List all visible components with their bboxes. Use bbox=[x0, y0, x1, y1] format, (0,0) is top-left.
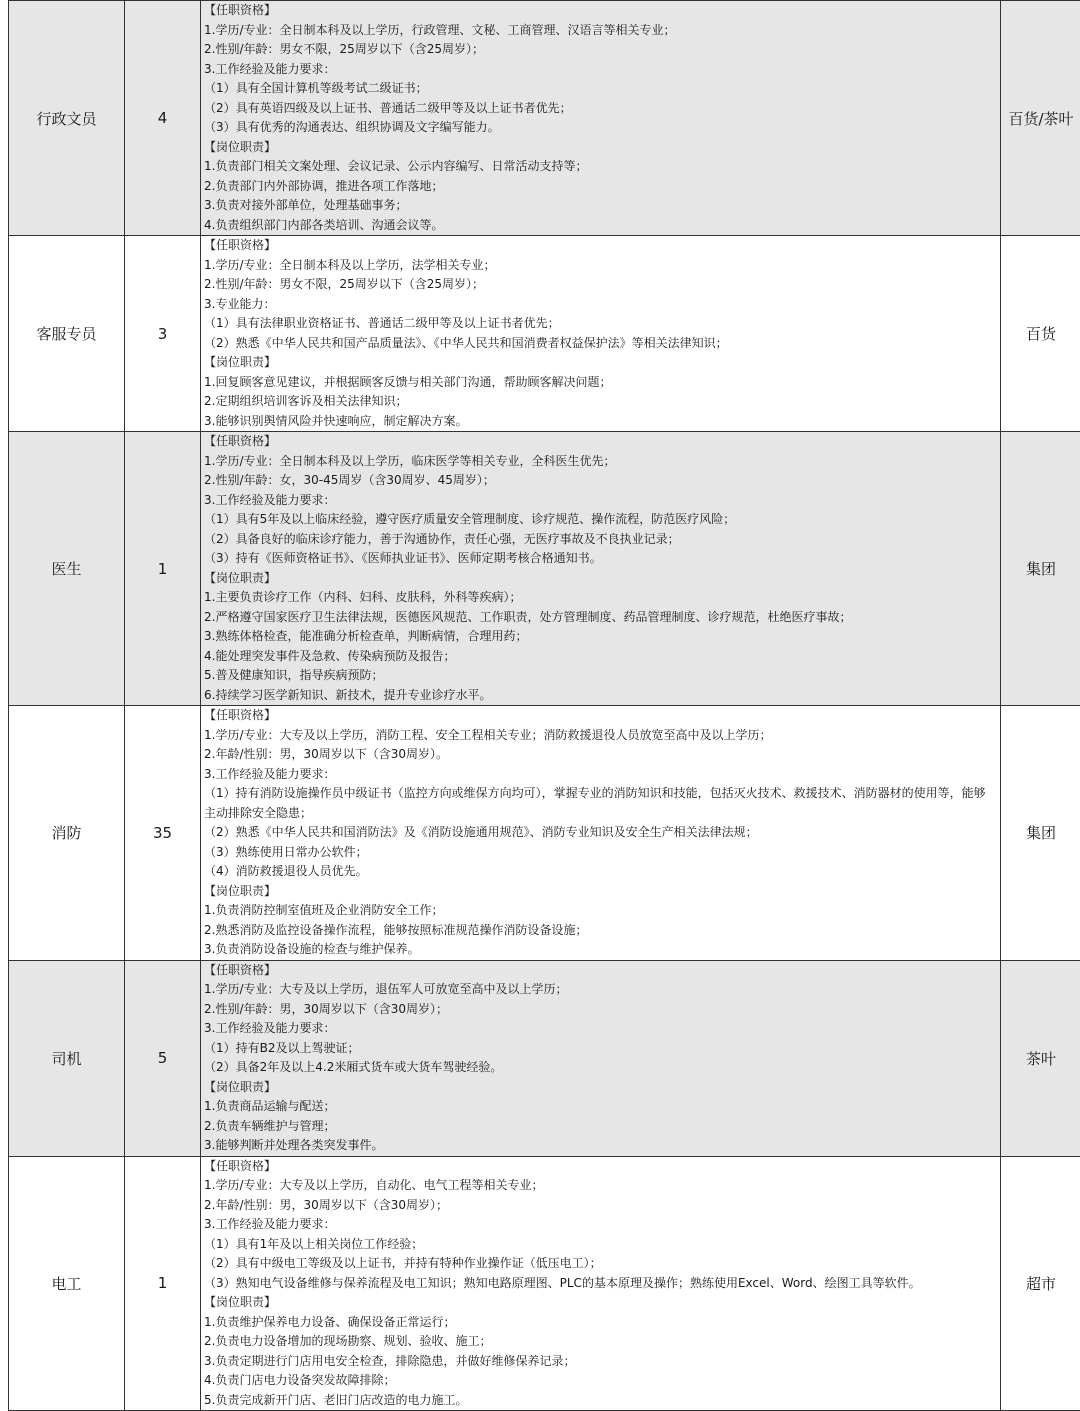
job-headcount: 1 bbox=[125, 432, 201, 706]
job-headcount: 1 bbox=[125, 1156, 201, 1411]
job-row bbox=[9, 1156, 1080, 1411]
job-headcount: 35 bbox=[125, 706, 201, 961]
description-line: 6.持续学习医学新知识、新技术，提升专业诊疗水平。 bbox=[204, 686, 996, 706]
description-line: 1.主要负责诊疗工作（内科、妇科、皮肤科，外科等疾病）； bbox=[204, 588, 996, 608]
description-line: 【岗位职责】 bbox=[204, 353, 996, 373]
job-headcount: 5 bbox=[125, 960, 201, 1156]
job-description bbox=[201, 236, 1001, 432]
job-description bbox=[201, 960, 1001, 1156]
description-line: （2）具备2年及以上4.2米厢式货车或大货车驾驶经验。 bbox=[204, 1058, 996, 1078]
description-line: （3）具有优秀的沟通表达、组织协调及文字编写能力。 bbox=[204, 118, 996, 138]
description-line: 4.负责组织部门内部各类培训、沟通会议等。 bbox=[204, 216, 996, 236]
description-line: 2.性别/年龄：女，30-45周岁（含30周岁、45周岁）； bbox=[204, 471, 996, 491]
job-table-body bbox=[9, 1, 1080, 1411]
description-line: （2）熟悉《中华人民共和国消防法》及《消防设施通用规范》、消防专业知识及安全生产相关法律法规； bbox=[204, 823, 996, 843]
job-position: 电工 bbox=[9, 1156, 125, 1411]
job-business-unit: 集团 bbox=[1001, 706, 1080, 961]
description-line: （1）具有1年及以上相关岗位工作经验； bbox=[204, 1235, 996, 1255]
description-line: 【岗位职责】 bbox=[204, 1293, 996, 1313]
job-business-unit: 茶叶 bbox=[1001, 960, 1080, 1156]
description-line: 3.负责消防设备设施的检查与维护保养。 bbox=[204, 940, 996, 960]
description-line: 1.学历/专业：全日制本科及以上学历，法学相关专业； bbox=[204, 256, 996, 276]
job-row bbox=[9, 706, 1080, 961]
job-row bbox=[9, 1, 1080, 236]
description-line: 3.负责定期进行门店用电安全检查，排除隐患，并做好维修保养记录； bbox=[204, 1352, 996, 1372]
description-line: 【岗位职责】 bbox=[204, 1078, 996, 1098]
description-line: 3.能够判断并处理各类突发事件。 bbox=[204, 1136, 996, 1156]
job-row bbox=[9, 960, 1080, 1156]
description-line: 2.严格遵守国家医疗卫生法律法规，医德医风规范、工作职责，处方管理制度、药品管理制度、诊疗规范，杜绝医疗事故； bbox=[204, 608, 996, 628]
job-row bbox=[9, 236, 1080, 432]
job-description bbox=[201, 706, 1001, 961]
description-line: 2.负责车辆维护与管理； bbox=[204, 1117, 996, 1137]
job-table bbox=[8, 0, 1080, 1411]
description-line: 5.普及健康知识，指导疾病预防； bbox=[204, 666, 996, 686]
description-line: （1）具有法律职业资格证书、普通话二级甲等及以上证书者优先； bbox=[204, 314, 996, 334]
description-line: 1.学历/专业：全日制本科及以上学历，临床医学等相关专业，全科医生优先； bbox=[204, 452, 996, 472]
description-line: （2）具备良好的临床诊疗能力，善于沟通协作，责任心强，无医疗事故及不良执业记录； bbox=[204, 530, 996, 550]
description-line: 2.负责电力设备增加的现场勘察、规划、验收、施工； bbox=[204, 1332, 996, 1352]
description-line: 1.负责消防控制室值班及企业消防安全工作； bbox=[204, 901, 996, 921]
job-position: 消防 bbox=[9, 706, 125, 961]
description-line: 1.学历/专业：大专及以上学历，退伍军人可放宽至高中及以上学历； bbox=[204, 980, 996, 1000]
description-line: 4.负责门店电力设备突发故障排除； bbox=[204, 1371, 996, 1391]
description-line: 1.负责部门相关文案处理、会议记录、公示内容编写、日常活动支持等； bbox=[204, 157, 996, 177]
description-line: 2.熟悉消防及监控设备操作流程，能够按照标准规范操作消防设备设施； bbox=[204, 921, 996, 941]
job-description bbox=[201, 432, 1001, 706]
description-line: 【岗位职责】 bbox=[204, 882, 996, 902]
description-line: 【任职资格】 bbox=[204, 1, 996, 21]
job-position: 客服专员 bbox=[9, 236, 125, 432]
description-line: 3.工作经验及能力要求： bbox=[204, 765, 996, 785]
job-headcount: 4 bbox=[125, 1, 201, 236]
description-line: 2.负责部门内外部协调，推进各项工作落地； bbox=[204, 177, 996, 197]
description-line: 【任职资格】 bbox=[204, 706, 996, 726]
description-line: （1）具有5年及以上临床经验，遵守医疗质量安全管理制度、诊疗规范、操作流程，防范医疗风险； bbox=[204, 510, 996, 530]
description-line: 3.工作经验及能力要求： bbox=[204, 60, 996, 80]
description-line: 2.定期组织培训客诉及相关法律知识； bbox=[204, 392, 996, 412]
job-position: 医生 bbox=[9, 432, 125, 706]
description-line: 3.能够识别舆情风险并快速响应，制定解决方案。 bbox=[204, 412, 996, 432]
description-line: 1.负责商品运输与配送； bbox=[204, 1097, 996, 1117]
description-line: （3）熟知电气设备维修与保养流程及电工知识；熟知电路原理图、PLC的基本原理及操作；熟练使用Excel、Word、绘图工具等软件。 bbox=[204, 1274, 996, 1294]
description-line: （1）持有消防设施操作员中级证书（监控方向或维保方向均可），掌握专业的消防知识和技能，包括灭火技术、救援技术、消防器材的使用等，能够主动排除安全隐患； bbox=[204, 784, 996, 823]
job-business-unit: 超市 bbox=[1001, 1156, 1080, 1411]
description-line: 【任职资格】 bbox=[204, 1157, 996, 1177]
description-line: 5.负责完成新开门店、老旧门店改造的电力施工。 bbox=[204, 1391, 996, 1411]
description-line: 3.工作经验及能力要求： bbox=[204, 491, 996, 511]
description-line: （1）持有B2及以上驾驶证； bbox=[204, 1039, 996, 1059]
description-line: 3.工作经验及能力要求： bbox=[204, 1215, 996, 1235]
description-line: 【岗位职责】 bbox=[204, 138, 996, 158]
description-line: 1.学历/专业：大专及以上学历，消防工程、安全工程相关专业；消防救援退役人员放宽至高中及以上学历； bbox=[204, 726, 996, 746]
description-line: 1.负责维护保养电力设备、确保设备正常运行； bbox=[204, 1313, 996, 1333]
description-line: （2）具有英语四级及以上证书、普通话二级甲等及以上证书者优先； bbox=[204, 99, 996, 119]
job-row bbox=[9, 432, 1080, 706]
description-line: 3.工作经验及能力要求： bbox=[204, 1019, 996, 1039]
description-line: 1.学历/专业：大专及以上学历，自动化、电气工程等相关专业； bbox=[204, 1176, 996, 1196]
description-line: 【任职资格】 bbox=[204, 961, 996, 981]
description-line: 2.年龄/性别：男，30周岁以下（含30周岁）； bbox=[204, 1196, 996, 1216]
description-line: （4）消防救援退役人员优先。 bbox=[204, 862, 996, 882]
description-line: 2.性别/年龄：男女不限，25周岁以下（含25周岁）； bbox=[204, 275, 996, 295]
description-line: 3.专业能力： bbox=[204, 295, 996, 315]
description-line: 【岗位职责】 bbox=[204, 569, 996, 589]
description-line: （3）熟练使用日常办公软件； bbox=[204, 843, 996, 863]
description-line: 4.能处理突发事件及急救、传染病预防及报告； bbox=[204, 647, 996, 667]
job-description bbox=[201, 1, 1001, 236]
description-line: 【任职资格】 bbox=[204, 236, 996, 256]
job-business-unit: 集团 bbox=[1001, 432, 1080, 706]
description-line: （2）具有中级电工等级及以上证书，并持有特种作业操作证（低压电工）； bbox=[204, 1254, 996, 1274]
job-position: 行政文员 bbox=[9, 1, 125, 236]
job-position: 司机 bbox=[9, 960, 125, 1156]
job-headcount: 3 bbox=[125, 236, 201, 432]
description-line: 2.性别/年龄：男，30周岁以下（含30周岁）； bbox=[204, 1000, 996, 1020]
job-business-unit: 百货 bbox=[1001, 236, 1080, 432]
description-line: （2）熟悉《中华人民共和国产品质量法》、《中华人民共和国消费者权益保护法》等相关法律知识； bbox=[204, 334, 996, 354]
description-line: 1.回复顾客意见建议，并根据顾客反馈与相关部门沟通，帮助顾客解决问题； bbox=[204, 373, 996, 393]
description-line: 【任职资格】 bbox=[204, 432, 996, 452]
description-line: 3.负责对接外部单位，处理基础事务； bbox=[204, 196, 996, 216]
description-line: 1.学历/专业：全日制本科及以上学历，行政管理、文秘、工商管理、汉语言等相关专业； bbox=[204, 21, 996, 41]
description-line: （1）具有全国计算机等级考试二级证书； bbox=[204, 79, 996, 99]
job-description bbox=[201, 1156, 1001, 1411]
description-line: 3.熟练体格检查，能准确分析检查单，判断病情，合理用药； bbox=[204, 627, 996, 647]
job-business-unit: 百货/茶叶 bbox=[1001, 1, 1080, 236]
description-line: （3）持有《医师资格证书》、《医师执业证书》、医师定期考核合格通知书。 bbox=[204, 549, 996, 569]
description-line: 2.年龄/性别：男，30周岁以下（含30周岁）。 bbox=[204, 745, 996, 765]
description-line: 2.性别/年龄：男女不限，25周岁以下（含25周岁）； bbox=[204, 40, 996, 60]
